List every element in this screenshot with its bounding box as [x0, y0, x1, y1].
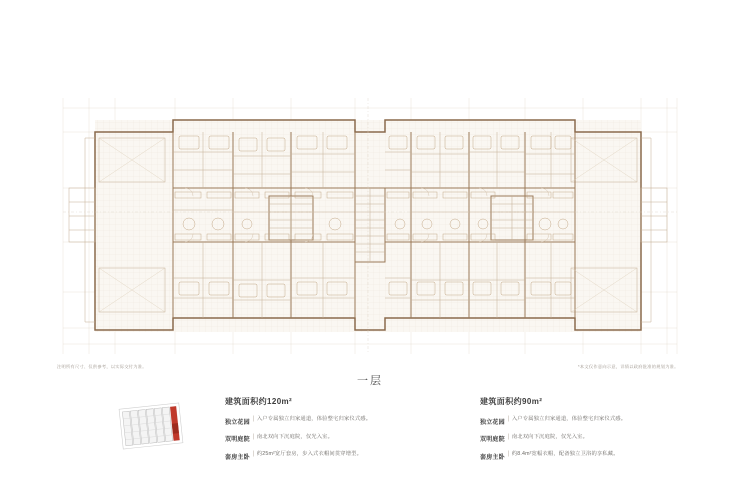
- feature-key: 独立花园: [480, 419, 505, 426]
- feature-row: [225, 434, 435, 444]
- feature-key: 双明庭院: [225, 437, 250, 443]
- feature-key: 套房主卧: [480, 454, 505, 461]
- drawing-note-left: 注明所有尺寸、仅供参考，以实际交付为准。: [57, 364, 147, 369]
- feature-separator: |: [252, 433, 255, 440]
- feature-row: [225, 416, 435, 426]
- feature-key: 套房主卧: [225, 454, 250, 461]
- feature-value: 入户专属独立归家通道，体验整宅归家仪式感。: [511, 416, 627, 422]
- feature-separator: |: [252, 416, 255, 422]
- feature-value: 约25m²宽厅套房，步入式衣帽间贯穿增型。: [256, 451, 363, 457]
- drawing-note-right: *本文仅作意向示意，详情以政府批准的规划为准。: [578, 364, 679, 369]
- feature-row: [225, 451, 435, 461]
- building-key-plan-thumbnail: [118, 399, 185, 453]
- feature-value: 入户专属独立归家通道，体验整宅归家仪式感。: [256, 416, 372, 422]
- info-block: [0, 396, 740, 496]
- feature-value: 约8.4m²宽幅衣帽，配备独立卫浴的享私藏。: [511, 451, 619, 457]
- unit-info-column-90: [480, 396, 695, 469]
- feature-row: [480, 416, 695, 426]
- feature-key: 双明庭院: [480, 437, 505, 443]
- feature-separator: |: [507, 451, 510, 457]
- feature-key: 独立花园: [225, 419, 250, 426]
- floor-label: 一层: [357, 375, 383, 387]
- feature-row: [480, 434, 695, 444]
- unit-info-column-120: [225, 396, 435, 469]
- feature-separator: |: [252, 451, 255, 457]
- plan-svg: [55, 92, 685, 360]
- feature-separator: |: [507, 433, 510, 440]
- feature-row: [480, 451, 695, 461]
- key-plan-svg: [118, 399, 185, 453]
- unit-title-90: 建筑面积约90m²: [480, 397, 543, 406]
- unit-title-120: 建筑面积约120m²: [225, 397, 293, 406]
- feature-separator: |: [507, 416, 510, 422]
- feature-value: 南北双向下沉庭院，仅光入室。: [511, 433, 589, 440]
- floor-plan-drawing: [55, 92, 685, 360]
- feature-value: 南北双向下沉庭院，仅光入室。: [256, 433, 334, 440]
